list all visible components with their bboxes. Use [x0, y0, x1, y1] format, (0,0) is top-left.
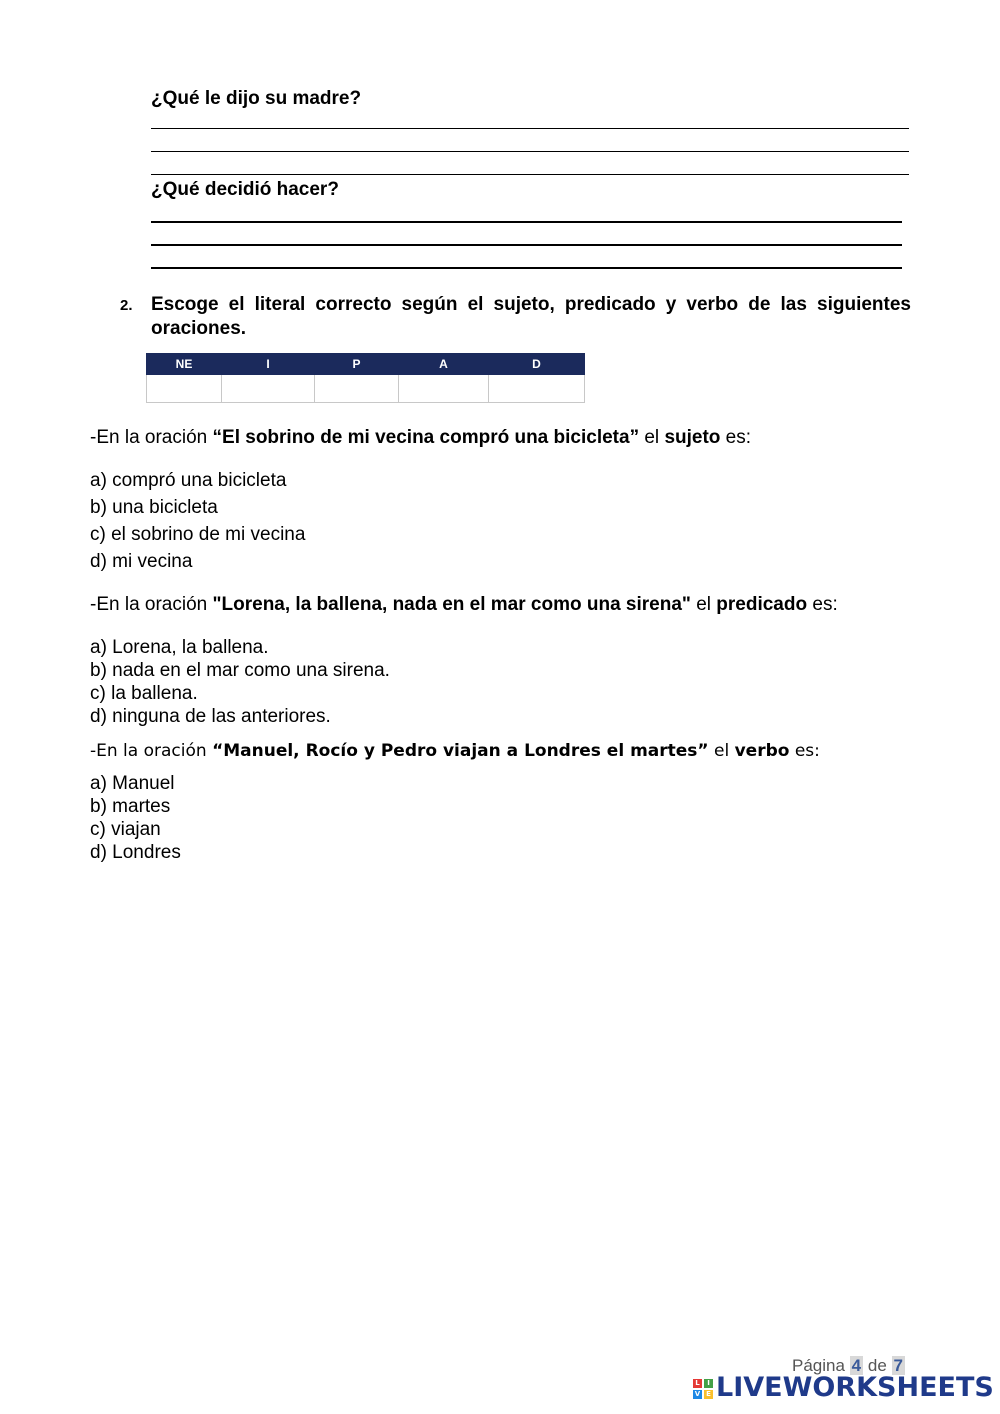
answer-line[interactable] [151, 244, 902, 246]
answer-option[interactable]: d) ninguna de las anteriores. [90, 706, 331, 727]
grade-cell[interactable] [222, 375, 315, 403]
grade-header: A [399, 354, 489, 375]
sentence-middle: el [639, 427, 665, 448]
question-heading-decidio: ¿Qué decidió hacer? [151, 179, 339, 200]
grade-header: I [222, 354, 315, 375]
answer-option[interactable]: c) viajan [90, 819, 161, 840]
sentence-prefix: -En la oración [90, 741, 213, 761]
grade-cell[interactable] [147, 375, 222, 403]
sentence-prompt [90, 741, 820, 761]
page-current: 4 [851, 1356, 862, 1375]
sentence-suffix: es: [720, 427, 752, 448]
item-instruction: Escoge el literal correcto según el sujeto, predicado y verbo de las siguientes oraciones. [151, 294, 911, 339]
sentence-term: sujeto [664, 427, 721, 448]
sentence-prefix: -En la oración [90, 427, 213, 448]
answer-option[interactable]: b) una bicicleta [90, 497, 218, 518]
answer-option[interactable]: c) la ballena. [90, 683, 198, 704]
answer-option[interactable]: b) nada en el mar como una sirena. [90, 660, 390, 681]
answer-line[interactable] [151, 174, 909, 175]
logo-letter: I [704, 1379, 713, 1388]
brand-logo-text: LIVEWORKSHEETS [716, 1372, 994, 1403]
grade-cell[interactable] [489, 375, 585, 403]
answer-line[interactable] [151, 267, 902, 269]
logo-letter: V [694, 1390, 701, 1398]
liveworksheets-logo-icon [693, 1379, 713, 1399]
page-total: 7 [893, 1356, 903, 1375]
page-label: Página [792, 1356, 850, 1375]
question-heading-madre: ¿Qué le dijo su madre? [151, 88, 362, 109]
sentence-middle: el [708, 741, 735, 761]
answer-option[interactable]: a) Manuel [90, 773, 175, 794]
sentence-middle: el [690, 594, 717, 615]
sentence-term: predicado [716, 594, 808, 615]
sentence-term: verbo [734, 741, 790, 761]
sentence-prefix: -En la oración [90, 594, 213, 615]
answer-line[interactable] [151, 221, 902, 223]
grade-header: D [489, 354, 585, 375]
sentence-quote: “Manuel, Rocío y Pedro viajan a Londres el martes” [212, 741, 709, 761]
page-of: de [863, 1356, 892, 1375]
answer-option[interactable]: d) mi vecina [90, 551, 193, 572]
answer-line[interactable] [151, 128, 909, 129]
sentence-suffix: es: [807, 594, 838, 615]
sentence-suffix: es: [789, 741, 820, 761]
grade-table [146, 353, 585, 403]
sentence-quote: "Lorena, la ballena, nada en el mar como una sirena" [212, 594, 691, 615]
grade-header: P [315, 354, 399, 375]
grade-cell[interactable] [399, 375, 489, 403]
item-number: 2. [120, 297, 133, 314]
answer-option[interactable]: b) martes [90, 796, 171, 817]
grade-header: NE [147, 354, 222, 375]
sentence-prompt [90, 594, 838, 616]
answer-option[interactable]: d) Londres [90, 842, 181, 863]
logo-letter: E [704, 1390, 713, 1399]
answer-option[interactable]: a) Lorena, la ballena. [90, 637, 269, 658]
grade-cell[interactable] [315, 375, 399, 403]
sentence-quote: “El sobrino de mi vecina compró una bicicleta” [212, 427, 640, 448]
answer-option[interactable]: a) compró una bicicleta [90, 470, 287, 491]
sentence-prompt [90, 427, 751, 449]
answer-option[interactable]: c) el sobrino de mi vecina [90, 524, 306, 545]
answer-line[interactable] [151, 151, 909, 152]
logo-letter: L [693, 1379, 702, 1388]
